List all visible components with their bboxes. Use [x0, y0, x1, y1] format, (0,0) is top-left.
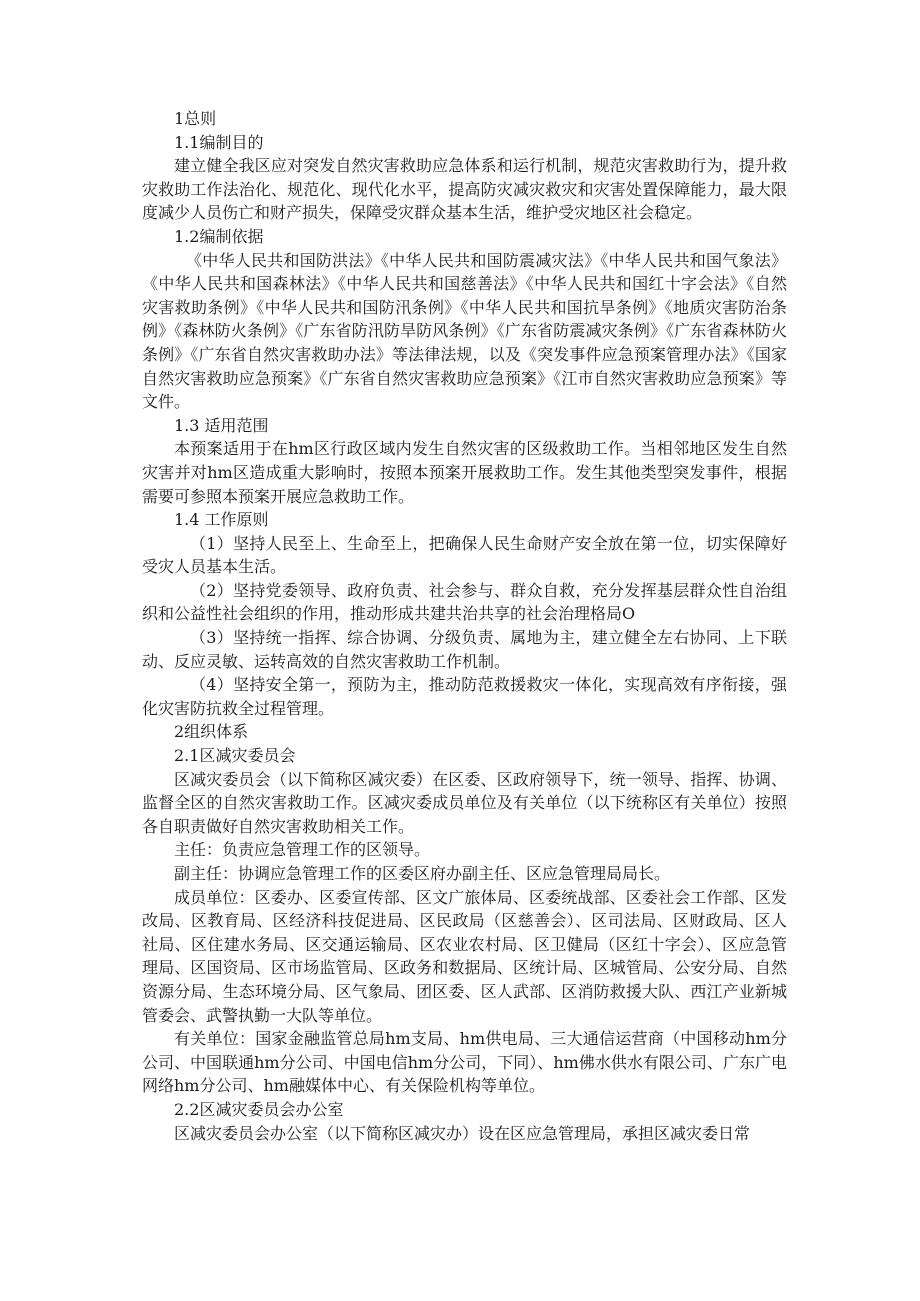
document-body [142, 107, 787, 1145]
section-heading: 2.2区减灾委员会办公室 [174, 1099, 344, 1119]
section-heading: 1.4 工作原则 [174, 510, 269, 530]
section-heading: 1总则 [174, 109, 217, 128]
body-paragraph: 区减灾委员会（以下简称区减灾委）在区委、区政府领导下，统一领导、指挥、协调、监督全区的自然灾害救助工作。区减灾委成员单位及有关单位（以下统称区有关单位）按照各自职责做好自然灾害救助相关工作。 [142, 769, 787, 836]
section-heading: 2组织体系 [174, 722, 249, 742]
section-heading: 1.3 适用范围 [174, 415, 269, 435]
section-heading: 2.1区减灾委员会 [174, 746, 296, 766]
body-paragraph: 成员单位：区委办、区委宣传部、区文广旅体局、区委统战部、区委社会工作部、区发改局、区教育局、区经济科技促进局、区民政局（区慈善会）、区司法局、区财政局、区人社局、区住建水务局、区交通运输局、区农业农村局、区卫健局（区红十字会）、区应急管理局、区国资局、区市场监管局、区政务和数据局、区统计局、区城管局、公安分局、自然资源分局、生态环境分局、区气象局、团区委、区人武部、区消防救援大队、西江产业新城管委会、武警执勤一大队等单位。 [142, 887, 787, 1025]
list-item: （3）坚持统一指挥、综合协调、分级负责、属地为主，建立健全左右协同、上下联动、反应灵敏、运转高效的自然灾害救助工作机制。 [142, 628, 787, 671]
list-item: （1）坚持人民至上、生命至上，把确保人民生命财产安全放在第一位，切实保障好受灾人员基本生活。 [142, 533, 787, 577]
body-paragraph: 《中华人民共和国防洪法》《中华人民共和国防震减灾法》《中华人民共和国气象法》《中华人民共和国森林法》《中华人民共和国慈善法》《中华人民共和国红十字会法》《自然灾害救助条例》《中华人民共和国防汛条例》《中华人民共和国抗旱条例》《地质灾害防治条例》《森林防火条例》《广东省防汛防旱防风条例》《广东省防震减灾条例》《广东省森林防火条例》《广东省自然灾害救助办法》等法律法规，以及《突发事件应急预案管理办法》《国家自然灾害救助应急预案》《广东省自然灾害救助应急预案》《江市自然灾害救助应急预案》等文件。 [142, 250, 787, 412]
body-paragraph: 本预案适用于在hm区行政区域内发生自然灾害的区级救助工作。当相邻地区发生自然灾害并对hm区造成重大影响时，按照本预案开展救助工作。发生其他类型突发事件，根据需要可参照本预案开展应急救助工作。 [142, 439, 787, 506]
section-heading: 1.2编制依据 [174, 226, 264, 246]
body-paragraph: 主任：负责应急管理工作的区领导。 [174, 840, 431, 860]
body-paragraph: 副主任：协调应急管理工作的区委区府办副主任、区应急管理局局长。 [174, 864, 671, 883]
body-paragraph: 区减灾委员会办公室（以下简称区减灾办）设在区应急管理局，承担区减灾委日常 [174, 1123, 751, 1143]
list-item: （4）坚持安全第一，预防为主，推动防范救援救灾一体化，实现高效有序衔接，强化灾害防抗救全过程管理。 [142, 675, 787, 718]
body-paragraph: 建立健全我区应对突发自然灾害救助应急体系和运行机制，规范灾害救助行为，提升救灾救助工作法治化、规范化、现代化水平，提高防灾减灾救灾和灾害处置保障能力，最大限度减少人员伤亡和财产损失，保障受灾群众基本生活，维护受灾地区社会稳定。 [142, 156, 787, 223]
list-item: （2）坚持党委领导、政府负责、社会参与、群众自救，充分发挥基层群众性自治组织和公益性社会组织的作用，推动形成共建共治共享的社会治理格局O [142, 580, 787, 624]
section-heading: 1.1编制目的 [174, 132, 264, 152]
body-paragraph: 有关单位：国家金融监管总局hm支局、hm供电局、三大通信运营商（中国移动hm分公司、中国联通hm分公司、中国电信hm分公司，下同）、hm佛水供水有限公司、广东广电网络hm分公司、hm融媒体中心、有关保险机构等单位。 [142, 1029, 787, 1096]
